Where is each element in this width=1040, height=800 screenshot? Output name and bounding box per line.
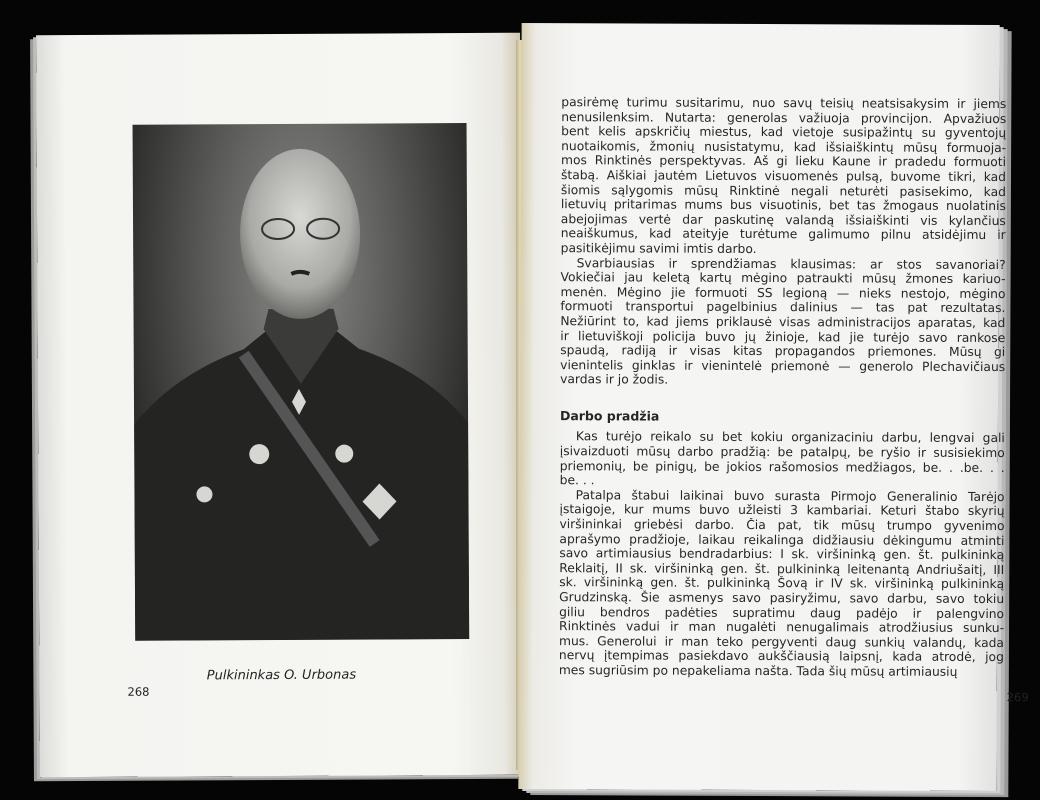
text-line: spaudą, radiją ir visas kitas propagandos priemones. Mūsų gi [560, 343, 1006, 360]
paragraph [560, 430, 1005, 490]
text-line: įsivaizduoti mūsų darbo pradžią: be patalpų, be ryšio ir susisiekimo [559, 444, 1005, 461]
right-page [518, 23, 1029, 791]
text-line: šiomis sąlygomis mūsų Rinktinė negali neturėti pasisekimo, kad [560, 182, 1006, 199]
text-line: štabą. Aiškiai jautėm Lietuvos visuomenės pulsą, buvome tikri, kad [560, 168, 1007, 185]
portrait-photo [133, 123, 470, 641]
text-line: mus. Generolui ir man teko pergyventi daug sunkių valandų, kada [558, 633, 1005, 650]
text-line: neaiškumus, kad ateityje turėtume galimumo pilnu atsidėjimu ir [560, 226, 1006, 243]
paragraphs-before-heading [560, 95, 1006, 389]
text-line: aprašymo pradžioje, laikau reikalinga didžiausiu dėkingumu atminti [559, 531, 1005, 548]
text-line: mes sugriūsim po nepakeliama našta. Tada šių mūsų artimiausių [558, 663, 958, 679]
text-line: be. . . [559, 473, 595, 488]
text-line: abejojimas vertė dar paskutinę valandą išsiaiškinti vis kylančius [560, 211, 1006, 228]
text-line: formuoti transportui pagelbinius dalinius — tas pat rezultatas. [560, 299, 1006, 316]
text-line: mos Rinktinės perspektyvas. Aš gi lieku Kaune ir pradedu formuoti [561, 153, 1007, 170]
paragraph [559, 488, 1005, 680]
text-line: sk. viršininką gen. št. pulkininką Šovą ir IV sk. viršininką pulkininką [559, 575, 1005, 592]
text-line: nervų įtempimas pasiekdavo aukščiausią laipsnį, kada atrodė, jog [558, 648, 1004, 665]
text-line: Rinktinės vadui ir man nugalėti nenugalimais atrodžiusius sunku- [559, 619, 1005, 636]
text-line: giliu bendros padėties supratimu daug padėjo ir palengvino [559, 604, 1005, 621]
text-line: nuotaikomis, žmonių nusistatymu, kad išsiaiškintų mūsų formuoja- [561, 138, 1007, 155]
officer-portrait-illustration [133, 123, 470, 641]
text-line: Patalpa štabui laikinai buvo surasta Pirmojo Generalinio Tarėjo [575, 488, 1005, 504]
left-page [36, 33, 524, 778]
photo-caption: Pulkininkas O. Urbonas [206, 667, 357, 684]
paragraphs-after-heading [559, 430, 1005, 680]
text-line: priemonių, be pinigų, be jokios rašomosios medžiagos, be. . .be. . . [559, 458, 1005, 475]
text-line: Nežiūrint to, kad jiems priklausė visas administracijos aparatas, kad [560, 314, 1006, 330]
text-line: savo artimiausius bendradarbius: I sk. viršininką gen. št. pulkininką [559, 546, 1005, 563]
text-line: Vokiečiai jau keletą kartų mėgino patraukti mūsų žmones kariuo- [560, 270, 1006, 287]
text-line: lietuvių pritarimas mums bus visuotinis, bet tas žmogaus nuolatinis [560, 197, 1006, 214]
text-line: ir lietuviškoji policija buvo jų žinioje, kad jie turėjo savo rankose [560, 328, 1006, 345]
text-line: įstaigoje, kur mums buvo užleisti 3 kambariai. Keturi štabo skyrių [559, 502, 1005, 519]
text-line: vardas ir jo žodis. [560, 372, 669, 387]
body-text [559, 95, 1007, 679]
page-number-left: 268 [127, 684, 150, 699]
section-heading: Darbo pradžia [559, 408, 660, 424]
text-line: Kas turėjo reikalo su bet kokiu organizaciniu darbu, lengvai gali [575, 429, 1005, 446]
paragraph [560, 256, 1006, 389]
text-line: Svarbiausias ir sprendžiamas klausimas: ar stos savanoriai? [576, 255, 1006, 272]
text-line: nenusilenksim. Nutarta: generolas važiuoja provincijon. Apvažiuos [561, 109, 1007, 126]
text-line: Reklaitį, II sk. viršininką gen. št. pulkininką leitenantą Andriušaitį, III [559, 560, 1005, 577]
text-line: menėn. Mėgino jie formuoti SS legioną — nieks nestojo, mėgino [560, 284, 1006, 301]
text-line: pasitikėjimu savimi imtis darbo. [560, 241, 757, 256]
paragraph [561, 95, 1007, 257]
page-number-right: 269 [1006, 690, 1029, 705]
text-line: viršininkai griebėsi darbo. Čia pat, tik mūsų trumpo gyvenimo [559, 517, 1005, 534]
text-line: pasirėmę turimu susitarimu, nuo savų teisių neatsisakysim ir jiems [561, 95, 1007, 112]
text-line: Grudzinską. Šie asmenys savo pasiryžimu, savo darbu, savo tokiu [559, 590, 1005, 607]
text-line: vienintelis ginklas ir vienintelė priemonė — generolo Plechavičiaus [560, 357, 1006, 374]
text-line: bent kelis apskričių miestus, kad vietoje susipažintų su gyventojų [561, 124, 1007, 141]
